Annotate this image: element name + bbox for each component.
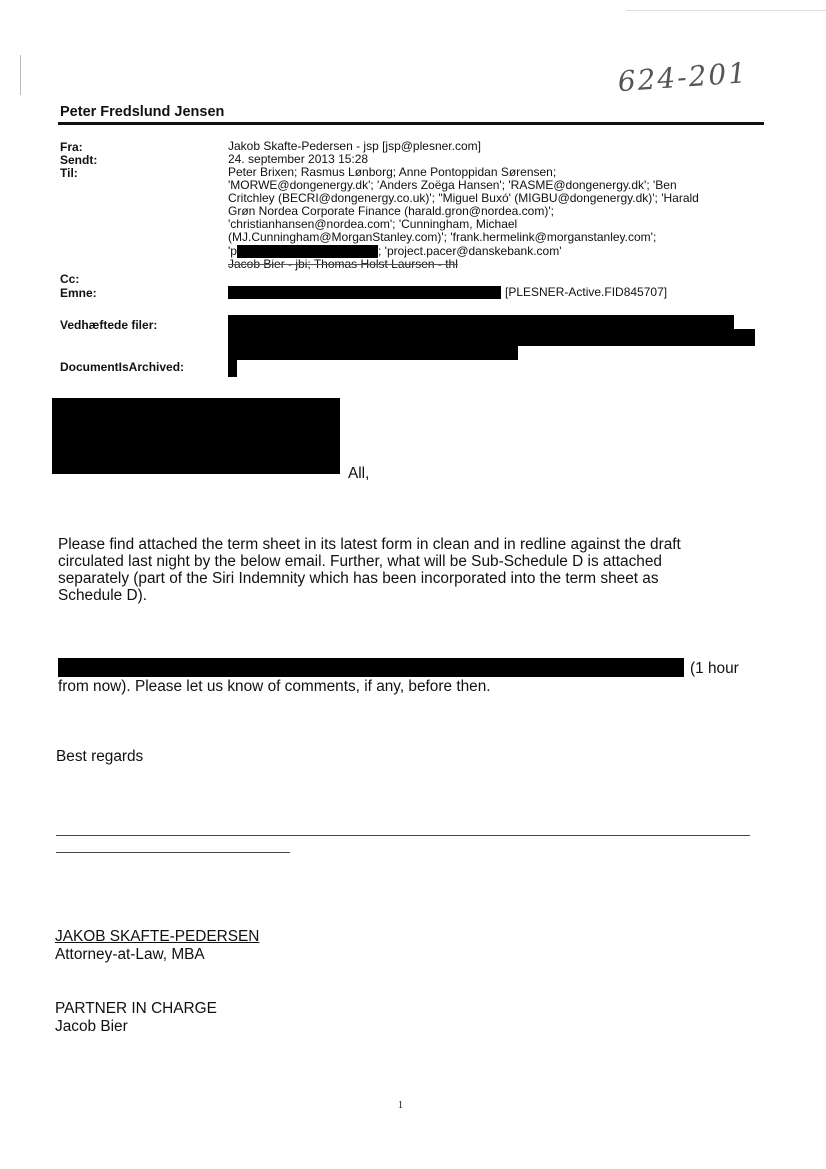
to-line-7-suffix: ; 'project.pacer@danskebank.com' [378, 244, 562, 258]
redaction-body-block [52, 398, 340, 474]
to-line-6: (MJ.Cunningham@MorganStanley.com)'; 'frank.hermelink@morganstanley.com'; [228, 230, 657, 244]
closing: Best regards [56, 748, 144, 765]
from-value: Jakob Skafte-Pedersen - jsp [jsp@plesner.com] [228, 139, 481, 153]
signature-divider-long [56, 835, 750, 836]
cc-label: Cc: [60, 272, 80, 286]
paragraph-1-line-1: Please find attached the term sheet in its latest form in clean and in redline against the draft [58, 536, 681, 553]
cc-value: Jacob Bier - jbi; Thomas Holst Laursen - thl [228, 257, 458, 271]
sent-label: Sendt: [60, 153, 98, 167]
redaction-subject [228, 286, 501, 299]
to-line-5: 'christianhansen@nordea.com'; 'Cunningham, Michael [228, 217, 518, 231]
to-line-4: Grøn Nordea Corporate Finance (harald.gron@nordea.com)'; [228, 204, 554, 218]
to-line-3: Critchley (BECRI@dongenergy.co.uk)'; "Miguel Buxó' (MIGBU@dongenergy.dk)'; 'Harald [228, 191, 699, 205]
from-label: Fra: [60, 140, 83, 154]
paragraph-1-line-2: circulated last night by the below email. Further, what will be Sub-Schedule D is attached [58, 553, 662, 570]
greeting: All, [348, 465, 370, 482]
attachments-label: Vedhæftede filer: [60, 318, 158, 332]
partner-name: Jacob Bier [55, 1018, 128, 1035]
subject-label: Emne: [60, 286, 97, 300]
signature-title: Attorney-at-Law, MBA [55, 946, 205, 963]
owner-name: Peter Fredslund Jensen [60, 104, 225, 120]
paragraph-1-line-4: Schedule D). [58, 587, 147, 604]
handwritten-note: 624-201 [616, 56, 749, 99]
redaction-attachments-3 [228, 345, 518, 360]
subject-value: [PLESNER-Active.FID845707] [505, 285, 668, 299]
to-label: Til: [60, 166, 78, 180]
partner-label: PARTNER IN CHARGE [55, 1000, 217, 1017]
to-line-7-prefix: 'p [228, 244, 237, 258]
to-line-1: Peter Brixen; Rasmus Lønborg; Anne Pontoppidan Sørensen; [228, 165, 557, 179]
paragraph-2-tail: (1 hour [690, 660, 739, 677]
scan-edge-line [626, 10, 826, 11]
header-rule [58, 122, 764, 125]
paragraph-1-line-3: separately (part of the Siri Indemnity which has been incorporated into the term sheet as [58, 570, 659, 587]
redaction-attachments-2 [228, 329, 755, 346]
page-number: 1 [398, 1100, 403, 1111]
redaction-archived [228, 360, 237, 377]
signature-divider-short [56, 852, 290, 853]
sent-value: 24. september 2013 15:28 [228, 152, 369, 166]
to-line-2: 'MORWE@dongenergy.dk'; 'Anders Zoëga Hansen'; 'RASME@dongenergy.dk'; 'Ben [228, 178, 677, 192]
scan-margin-mark [20, 55, 21, 95]
archived-label: DocumentIsArchived: [60, 360, 185, 374]
paragraph-2-line-2: from now). Please let us know of comments, if any, before then. [58, 678, 491, 695]
redaction-paragraph-2 [58, 658, 684, 677]
signature-name: JAKOB SKAFTE-PEDERSEN [55, 928, 260, 945]
